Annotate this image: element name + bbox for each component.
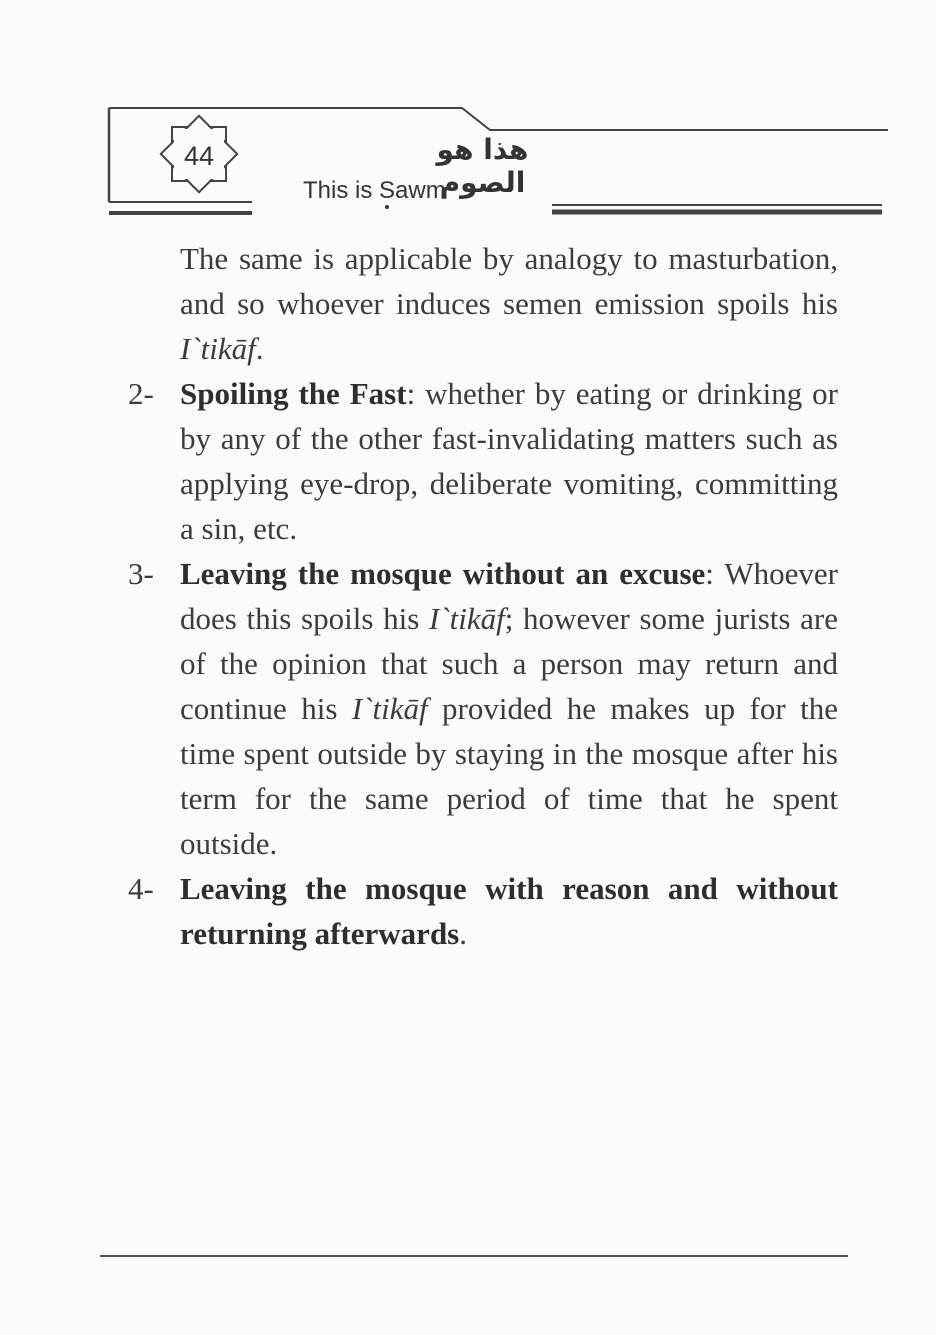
list-item-number: 4- <box>128 871 154 906</box>
list-item-colon: : <box>705 556 714 591</box>
list-item <box>128 866 838 956</box>
list-item-heading: Leaving the mosque without an excuse <box>180 556 706 591</box>
list-item-term: I`tikāf <box>428 601 505 636</box>
list-item-end: . <box>459 916 467 951</box>
footer-rule <box>100 1255 848 1257</box>
list-item <box>128 551 838 866</box>
page-header <box>0 0 936 230</box>
list-item-heading: Leaving the mosque with reason and without returning afterwards <box>180 871 838 951</box>
list-item-heading: Spoiling the Fast <box>180 376 407 411</box>
arabic-book-title: هذا هو الصوم <box>436 133 529 199</box>
intro-term: I`tikāf <box>180 331 256 366</box>
list-item-text: provided he makes up for the time spent outside by staying in the mosque after his term for the same period of time that he spent outside. <box>180 691 839 861</box>
english-book-title <box>303 177 473 205</box>
english-title-prefix: This is <box>303 177 380 204</box>
page-body <box>128 236 838 956</box>
page-number: 44 <box>183 141 215 171</box>
list-item-number: 2- <box>128 376 154 411</box>
list-item-term: I`tikāf <box>351 691 428 726</box>
list-item-number: 3- <box>128 556 154 591</box>
list-item-text: Whoever does this spoils his <box>180 556 838 636</box>
intro-text: The same is applicable by analogy to masturbation, and so whoever induces semen emission spoils his <box>180 241 838 321</box>
list-item-colon: : <box>406 376 416 411</box>
list-item-text: whether by eating or drinking or by any of the other fast-invalidating matters such as applying eye-drop, deliberate vomiting, committing a sin, etc. <box>180 376 838 546</box>
english-title-s: S <box>379 177 396 204</box>
list-item-text: ; however some jurists are of the opinion that such a person may return and continue his <box>180 601 838 726</box>
intro-paragraph <box>128 236 838 371</box>
english-title-suffix: awm <box>395 177 446 204</box>
list-item <box>128 371 838 551</box>
intro-end: . <box>255 331 264 366</box>
